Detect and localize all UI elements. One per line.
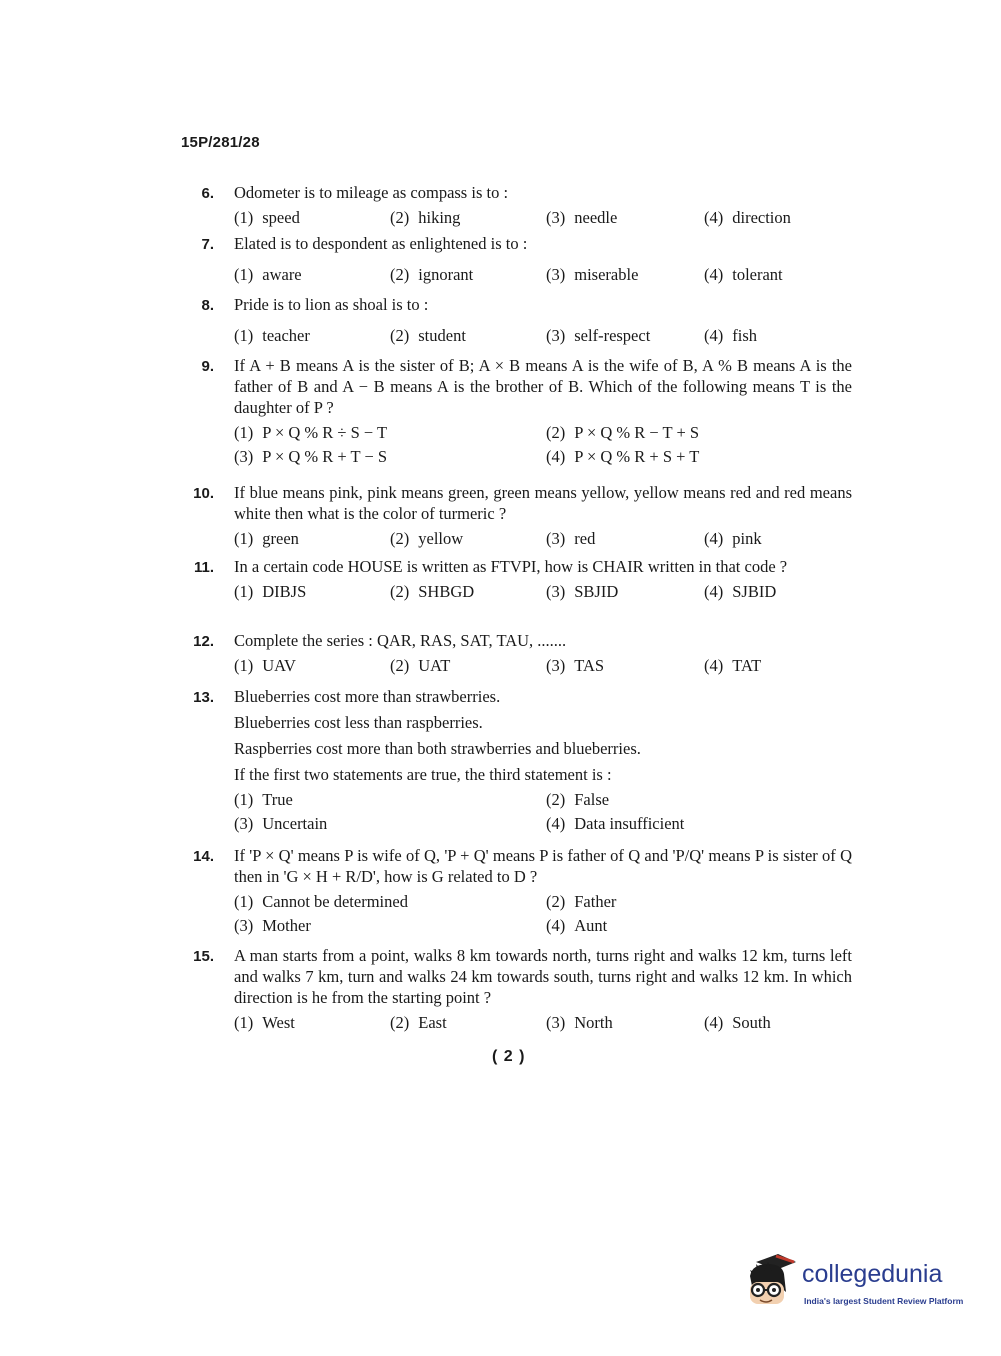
- option-text: South: [732, 1013, 771, 1032]
- option-number: (1): [234, 1013, 254, 1032]
- option-number: (4): [704, 265, 724, 284]
- option-text: P × Q % R + T − S: [262, 447, 388, 466]
- question-number: 8.: [201, 297, 214, 314]
- option-text: North: [574, 1013, 613, 1032]
- option-text: miserable: [574, 265, 639, 284]
- option-number: (3): [546, 1013, 566, 1032]
- option-number: (4): [546, 916, 566, 935]
- options: [234, 207, 852, 228]
- option-text: TAT: [732, 656, 762, 675]
- question-text: Pride is to lion as shoal is to :: [234, 295, 429, 314]
- option-2: [390, 1012, 546, 1033]
- logo-tagline: India's largest Student Review Platform: [804, 1296, 964, 1306]
- question-number: 6.: [201, 185, 214, 202]
- option-number: (3): [234, 447, 254, 466]
- statement-2: Blueberries cost less than raspberries.: [234, 713, 483, 732]
- option-text: student: [418, 326, 466, 345]
- option-1: [234, 1012, 390, 1033]
- option-text: True: [262, 790, 293, 809]
- question-11: [180, 556, 852, 602]
- option-number: (2): [546, 423, 566, 442]
- option-number: (4): [704, 582, 724, 601]
- option-1: [234, 325, 390, 346]
- option-4: [546, 446, 852, 467]
- option-1: [234, 581, 390, 602]
- options: [234, 789, 852, 834]
- option-4: [704, 1012, 852, 1033]
- option-number: (3): [546, 656, 566, 675]
- option-2: [546, 891, 852, 912]
- option-text: red: [574, 529, 596, 548]
- option-number: (3): [546, 529, 566, 548]
- option-text: needle: [574, 208, 618, 227]
- question-7: [180, 233, 852, 285]
- option-4: [704, 264, 852, 285]
- question-text: Odometer is to mileage as compass is to :: [234, 183, 509, 202]
- option-text: self-respect: [574, 326, 651, 345]
- option-text: aware: [262, 265, 302, 284]
- option-text: Data insufficient: [574, 814, 685, 833]
- question-text: If blue means pink, pink means green, green means yellow, yellow means red and red means white then what is the color of turmeric ?: [234, 483, 852, 523]
- options: [234, 325, 852, 346]
- question-text: A man starts from a point, walks 8 km towards north, turns right and walks 12 km, turns left and walks 7 km, turn and walks 24 km towards south, turns right and walks 12 km. In which direction is he from the starting point ?: [234, 946, 852, 1007]
- page-number: ( 2 ): [492, 1048, 526, 1065]
- question-text: If A + B means A is the sister of B; A × B means A is the wife of B, A % B means A is the father of B and A − B means A is the brother of B. Which of the following means T is the daughter of P ?: [234, 356, 852, 417]
- option-number: (4): [704, 208, 724, 227]
- option-number: (1): [234, 326, 254, 345]
- option-1: [234, 789, 546, 810]
- option-1: [234, 264, 390, 285]
- collegedunia-logo: [742, 1250, 972, 1316]
- option-number: (2): [390, 1013, 410, 1032]
- option-3: [234, 813, 546, 834]
- option-number: (1): [234, 892, 254, 911]
- option-4: [704, 528, 852, 549]
- option-text: pink: [732, 529, 762, 548]
- option-text: West: [262, 1013, 295, 1032]
- option-number: (1): [234, 265, 254, 284]
- question-8: [180, 294, 852, 346]
- option-number: (1): [234, 423, 254, 442]
- option-text: teacher: [262, 326, 310, 345]
- question-15: [180, 945, 852, 1033]
- options: [234, 528, 852, 549]
- question-number: 9.: [201, 358, 214, 375]
- option-text: P × Q % R + S + T: [574, 447, 700, 466]
- question-text: Complete the series : QAR, RAS, SAT, TAU, .......: [234, 631, 567, 650]
- option-4: [704, 325, 852, 346]
- option-number: (1): [234, 529, 254, 548]
- option-text: ignorant: [418, 265, 474, 284]
- student-mascot-icon: [742, 1252, 800, 1310]
- option-number: (1): [234, 656, 254, 675]
- option-text: speed: [262, 208, 300, 227]
- option-4: [546, 915, 852, 936]
- question-text: In a certain code HOUSE is written as FTVPI, how is CHAIR written in that code ?: [234, 557, 788, 576]
- option-4: [704, 655, 852, 676]
- option-number: (3): [546, 326, 566, 345]
- option-number: (4): [704, 656, 724, 675]
- option-text: hiking: [418, 208, 461, 227]
- question-number: 10.: [193, 485, 214, 502]
- option-4: [704, 207, 852, 228]
- option-3: [234, 915, 546, 936]
- question-text: If 'P × Q' means P is wife of Q, 'P + Q' means P is father of Q and 'P/Q' means P is sister of Q then in 'G × H + R/D', how is G related to D ?: [234, 846, 852, 886]
- options: [234, 1012, 852, 1033]
- question-10: [180, 482, 852, 549]
- option-1: [234, 422, 546, 443]
- option-text: TAS: [574, 656, 605, 675]
- option-3: [546, 1012, 704, 1033]
- option-text: UAV: [262, 656, 296, 675]
- question-13: [180, 686, 852, 834]
- question-14: [180, 845, 852, 936]
- option-text: Uncertain: [262, 814, 328, 833]
- option-text: SHBGD: [418, 582, 475, 601]
- option-number: (2): [546, 790, 566, 809]
- option-text: East: [418, 1013, 447, 1032]
- option-2: [390, 581, 546, 602]
- option-number: (4): [704, 326, 724, 345]
- question-number: 11.: [193, 559, 214, 576]
- option-number: (1): [234, 208, 254, 227]
- question-number: 12.: [193, 633, 214, 650]
- option-2: [390, 325, 546, 346]
- option-text: DIBJS: [262, 582, 307, 601]
- option-1: [234, 207, 390, 228]
- option-number: (2): [390, 265, 410, 284]
- question-number: 15.: [193, 948, 214, 965]
- option-text: False: [574, 790, 610, 809]
- question-6: [180, 182, 852, 228]
- option-number: (3): [234, 814, 254, 833]
- option-text: SJBID: [732, 582, 777, 601]
- statement-3: Raspberries cost more than both strawberries and blueberries.: [234, 739, 641, 758]
- option-number: (4): [704, 1013, 724, 1032]
- option-number: (2): [390, 656, 410, 675]
- question-text: Blueberries cost more than strawberries.: [234, 687, 501, 706]
- option-number: (2): [390, 326, 410, 345]
- option-text: SBJID: [574, 582, 619, 601]
- question-number: 13.: [193, 689, 214, 706]
- option-number: (3): [546, 208, 566, 227]
- options: [234, 655, 852, 676]
- option-3: [546, 264, 704, 285]
- option-4: [704, 581, 852, 602]
- option-2: [390, 528, 546, 549]
- question-number: 14.: [193, 848, 214, 865]
- option-text: UAT: [418, 656, 451, 675]
- option-1: [234, 655, 390, 676]
- option-3: [234, 446, 546, 467]
- option-text: P × Q % R ÷ S − T: [262, 423, 388, 442]
- option-1: [234, 891, 546, 912]
- option-3: [546, 325, 704, 346]
- option-2: [390, 264, 546, 285]
- option-2: [546, 789, 852, 810]
- statement-4: If the first two statements are true, the third statement is :: [234, 765, 612, 784]
- option-number: (1): [234, 582, 254, 601]
- option-number: (2): [546, 892, 566, 911]
- option-2: [390, 207, 546, 228]
- option-text: P × Q % R − T + S: [574, 423, 700, 442]
- options: [234, 264, 852, 285]
- option-number: (3): [546, 582, 566, 601]
- option-text: fish: [732, 326, 757, 345]
- question-text: Elated is to despondent as enlightened is to :: [234, 234, 528, 253]
- option-text: Cannot be determined: [262, 892, 408, 911]
- option-text: Aunt: [574, 916, 608, 935]
- options: [234, 422, 852, 467]
- option-text: green: [262, 529, 299, 548]
- option-number: (2): [390, 208, 410, 227]
- option-3: [546, 528, 704, 549]
- logo-name: collegedunia: [802, 1260, 943, 1288]
- options: [234, 581, 852, 602]
- question-number: 7.: [201, 236, 214, 253]
- option-text: yellow: [418, 529, 464, 548]
- option-text: direction: [732, 208, 791, 227]
- option-2: [390, 655, 546, 676]
- option-number: (2): [390, 582, 410, 601]
- option-number: (4): [546, 447, 566, 466]
- option-number: (3): [234, 916, 254, 935]
- option-number: (1): [234, 790, 254, 809]
- option-4: [546, 813, 852, 834]
- option-text: Mother: [262, 916, 311, 935]
- options: [234, 891, 852, 936]
- option-text: Father: [574, 892, 617, 911]
- option-number: (3): [546, 265, 566, 284]
- option-3: [546, 581, 704, 602]
- question-9: [180, 355, 852, 467]
- option-number: (4): [546, 814, 566, 833]
- question-12: [180, 630, 852, 676]
- option-number: (4): [704, 529, 724, 548]
- option-2: [546, 422, 852, 443]
- option-text: tolerant: [732, 265, 783, 284]
- option-1: [234, 528, 390, 549]
- option-number: (2): [390, 529, 410, 548]
- option-3: [546, 655, 704, 676]
- paper-code: 15P/281/28: [181, 134, 260, 151]
- option-3: [546, 207, 704, 228]
